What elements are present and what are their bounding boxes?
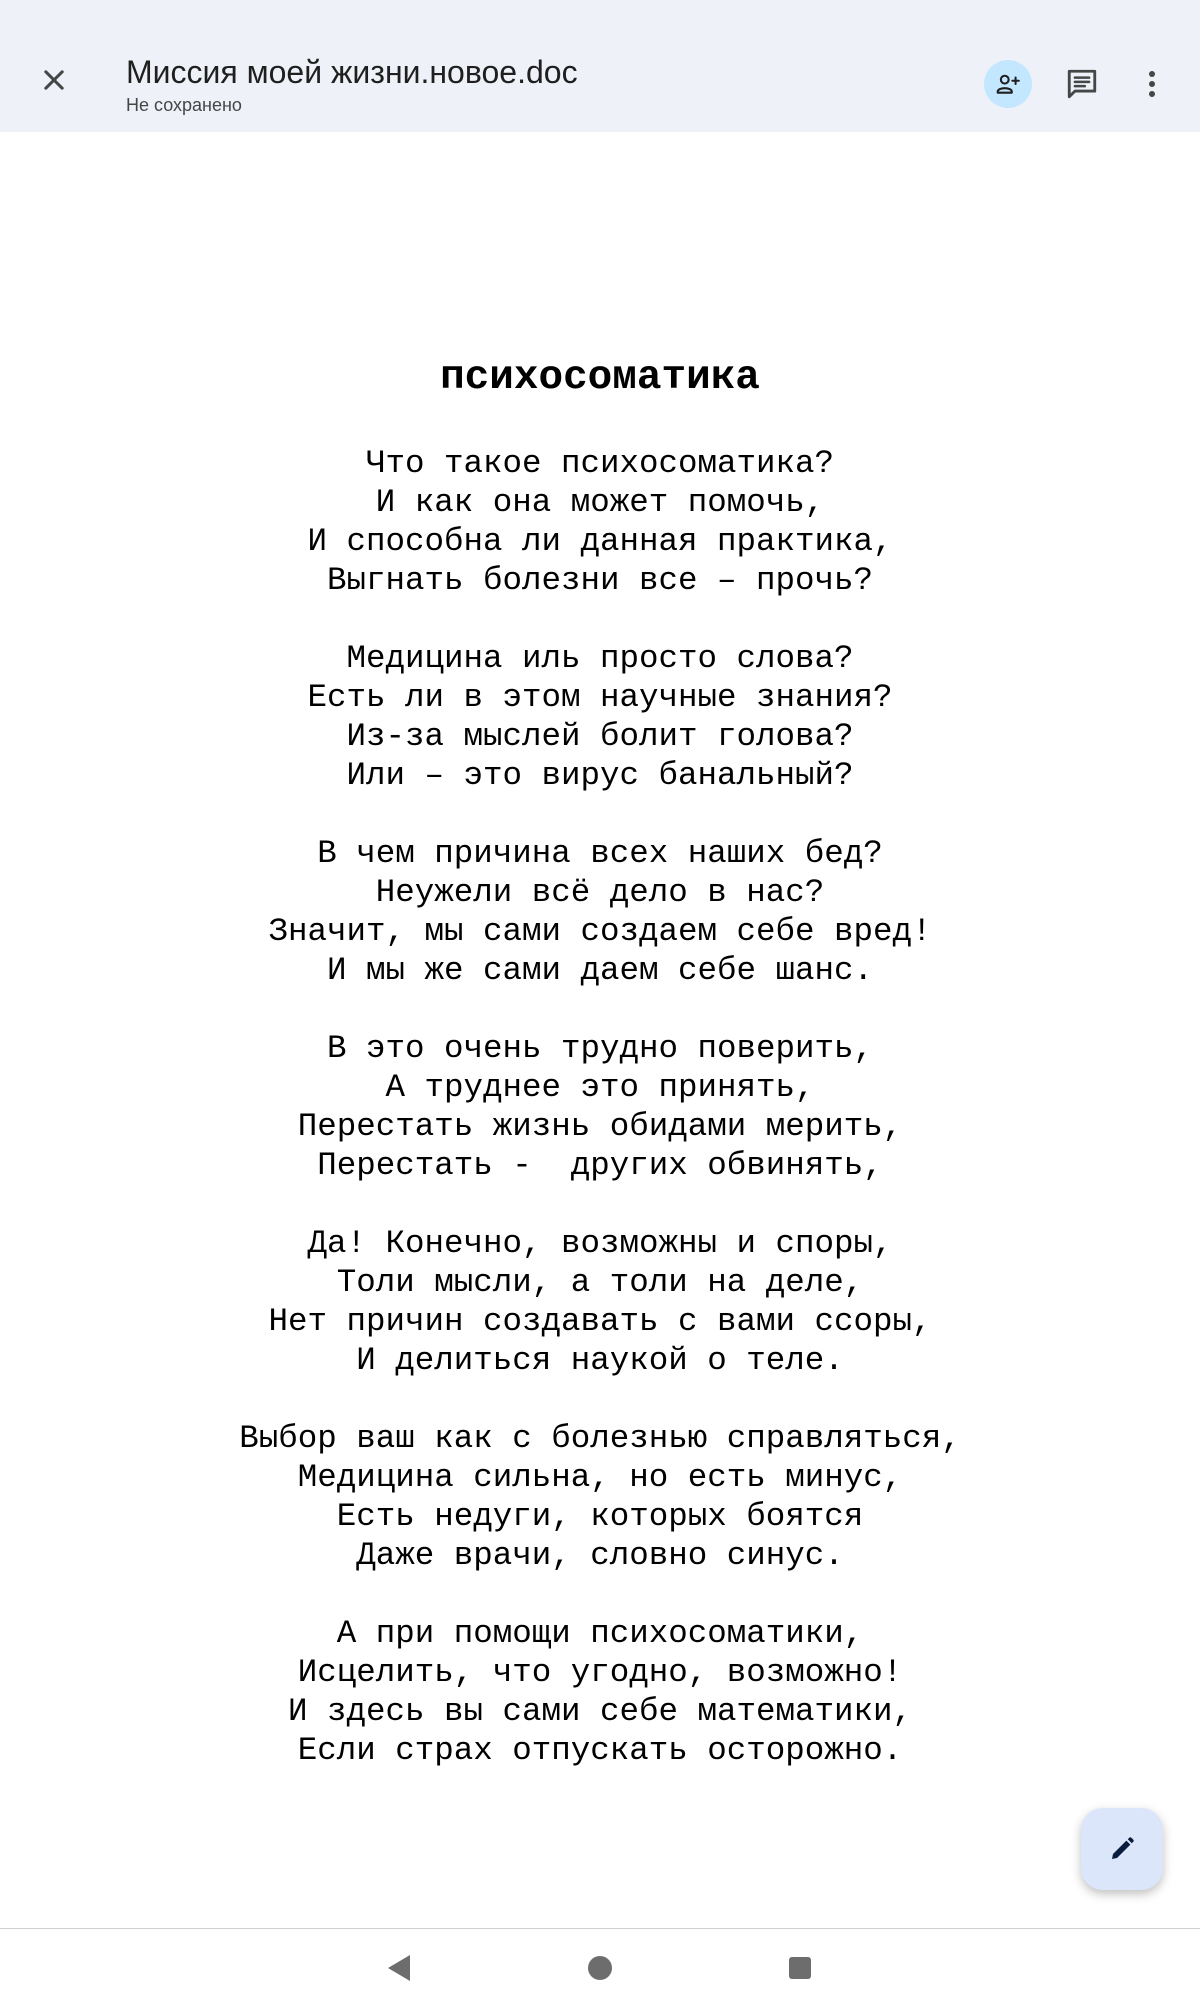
- poem-line: Выгнать болезни все – прочь?: [326, 562, 874, 599]
- edit-fab-button[interactable]: [1081, 1808, 1163, 1890]
- poem-line: Медицина иль просто слова?: [346, 640, 854, 677]
- poem-line: Неужели всё дело в нас?: [375, 874, 825, 911]
- close-button[interactable]: [26, 52, 82, 108]
- comment-icon: [1065, 67, 1099, 101]
- save-status: Не сохранено: [126, 95, 242, 115]
- poem-line: А труднее это принять,: [385, 1069, 815, 1106]
- poem-line: Нет причин создавать с вами ссоры,: [268, 1303, 932, 1340]
- stanza: [0, 1419, 1200, 1575]
- stanza: [0, 834, 1200, 990]
- poem-line: И способна ли данная практика,: [307, 523, 893, 560]
- poem-line: Даже врачи, словно синус.: [356, 1537, 844, 1574]
- stanza: [0, 1029, 1200, 1185]
- poem-line: В это очень трудно поверить,: [326, 1030, 874, 1067]
- poem-line: Есть недуги, которых боятся: [336, 1498, 864, 1535]
- poem-line: Что такое психосоматика?: [365, 445, 835, 482]
- stanza: [0, 1614, 1200, 1770]
- stanza: [0, 1224, 1200, 1380]
- add-person-icon: [995, 71, 1021, 97]
- app-bar: [0, 0, 1200, 132]
- poem-line: И как она может помочь,: [375, 484, 825, 521]
- poem-title: психосоматика: [440, 355, 760, 401]
- share-button[interactable]: [984, 60, 1032, 108]
- poem-line: Из-за мыслей болит голова?: [346, 718, 854, 755]
- poem-line: И делиться наукой о теле.: [356, 1342, 844, 1379]
- system-navigation-bar: [0, 1928, 1200, 2000]
- poem-body: [0, 444, 1200, 1809]
- poem-line: Выбор ваш как с болезнью справляться,: [239, 1420, 961, 1457]
- poem-line: Да! Конечно, возможны и споры,: [307, 1225, 893, 1262]
- more-options-button[interactable]: [1134, 58, 1170, 110]
- poem-line: И мы же сами даем себе шанс.: [326, 952, 874, 989]
- poem-line: Перестать жизнь обидами мерить,: [297, 1108, 903, 1145]
- document-title[interactable]: Миссия моей жизни.новое.doc: [126, 54, 578, 90]
- poem-line: Есть ли в этом научные знания?: [307, 679, 893, 716]
- pencil-icon: [1107, 1834, 1137, 1864]
- poem-line: Перестать - других обвинять,: [317, 1147, 883, 1184]
- poem-line: И здесь вы сами себе математики,: [287, 1693, 913, 1730]
- recents-icon[interactable]: [789, 1957, 811, 1979]
- stanza: [0, 639, 1200, 795]
- poem-line: Медицина сильна, но есть минус,: [297, 1459, 903, 1496]
- close-icon: [40, 66, 68, 94]
- title-block: [126, 52, 578, 118]
- home-icon[interactable]: [588, 1956, 612, 1980]
- document-page[interactable]: [0, 132, 1200, 1928]
- stanza: [0, 444, 1200, 600]
- poem-line: Или – это вирус банальный?: [346, 757, 854, 794]
- poem-line: Толи мысли, а толи на деле,: [336, 1264, 864, 1301]
- poem-line: Значит, мы сами создаем себе вред!: [268, 913, 932, 950]
- poem-line: Исцелить, что угодно, возможно!: [297, 1654, 903, 1691]
- poem-line: А при помощи психосоматики,: [336, 1615, 864, 1652]
- more-vert-icon: [1148, 70, 1156, 98]
- poem-line: В чем причина всех наших бед?: [317, 835, 883, 872]
- poem-line: Если страх отпускать осторожно.: [297, 1732, 903, 1769]
- comments-button[interactable]: [1056, 58, 1108, 110]
- back-icon[interactable]: [386, 1953, 412, 1983]
